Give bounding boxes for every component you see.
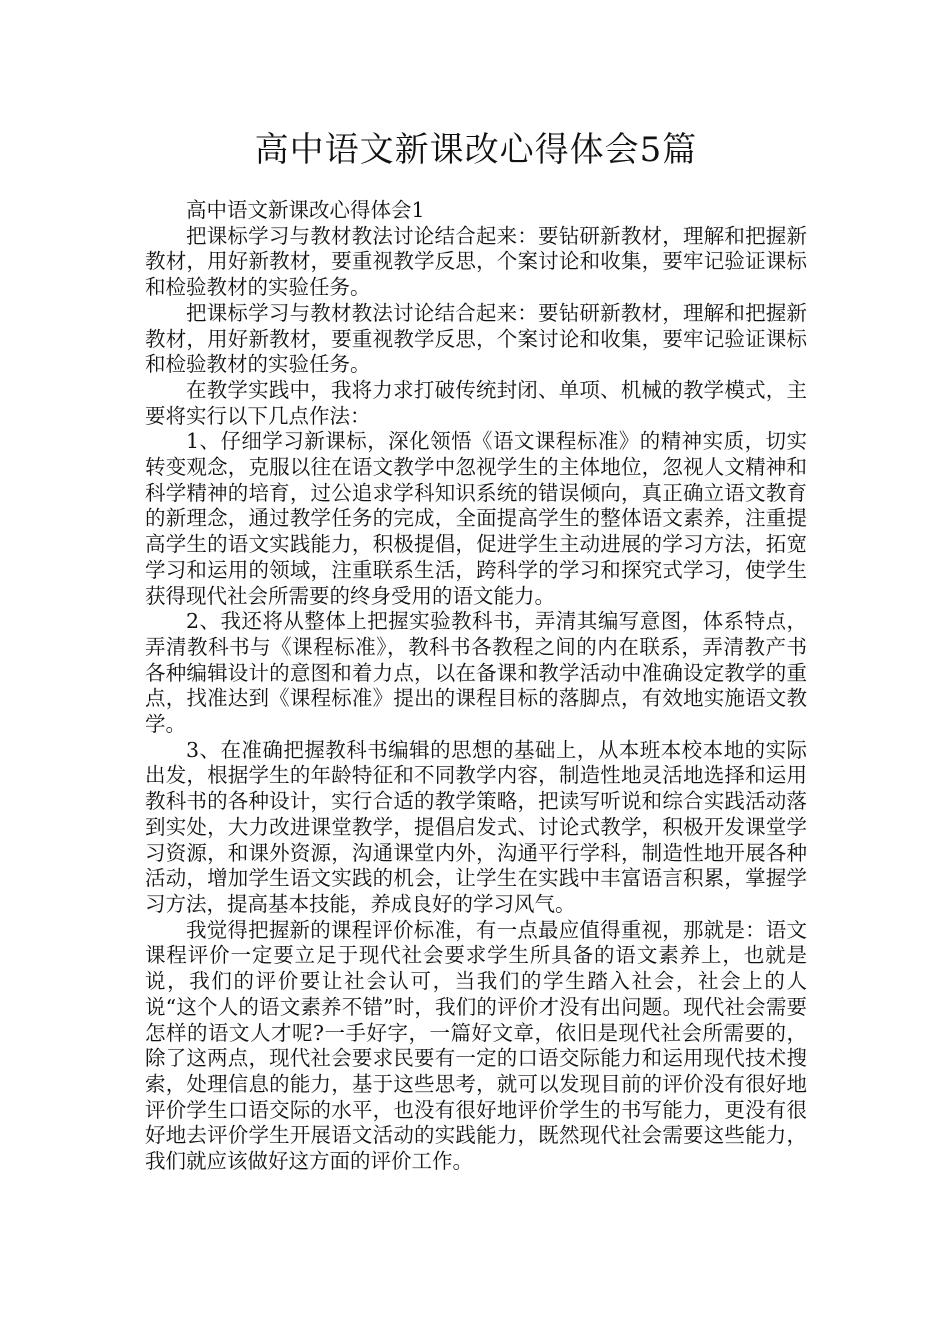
paragraph-3: 在教学实践中，我将力求打破传统封闭、单项、机械的教学模式，主要将实行以下几点作法： <box>145 377 807 428</box>
paragraph-7: 我觉得把握新的课程评价标准，有一点最应值得重视，那就是：语文课程评价一定要立足于现代社会要求学生所具备的语文素养上，也就是说，我们的评价要让社会认可，当我们的学生踏入社会，社会上的人说“这个人的语文素养不错”时，我们的评价才没有出问题。现代社会需要怎样的语文人才呢?一手好字，一篇好文章，依旧是现代社会所需要的，除了这两点，现代社会要求民要有一定的口语交际能力和运用现代技术搜索，处理信息的能力，基于这些思考，就可以发现目前的评价没有很好地评价学生口语交际的水平，也没有很好地评价学生的书写能力，更没有很好地去评价学生开展语文活动的实践能力，既然现代社会需要这些能力，我们就应该做好这方面的评价工作。 <box>145 917 807 1174</box>
paragraph-2: 把课标学习与教材教法讨论结合起来：要钻研新教材，理解和把握新教材，用好新教材，要重视教学反思，个案讨论和收集，要牢记验证课标和检验教材的实验任务。 <box>145 300 807 377</box>
paragraph-1: 把课标学习与教材教法讨论结合起来：要钻研新教材，理解和把握新教材，用好新教材，要重视教学反思，个案讨论和收集，要牢记验证课标和检验教材的实验任务。 <box>145 223 807 300</box>
paragraph-5: 2、我还将从整体上把握实验教科书，弄清其编写意图，体系特点，弄清教科书与《课程标准》，教科书各教程之间的内在联系，弄清教产书各种编辑设计的意图和着力点，以在备课和教学活动中准确设定教学的重点，找准达到《课程标准》提出的课程目标的落脚点，有效地实施语文教学。 <box>145 609 807 737</box>
document-title: 高中语文新课改心得体会5篇 <box>254 130 698 170</box>
paragraph-6: 3、在准确把握教科书编辑的思想的基础上，从本班本校本地的实际出发，根据学生的年龄特征和不同教学内容，制造性地灵活地选择和运用教科书的各种设计，实行合适的教学策略，把读写听说和综合实践活动落到实处，大力改进课堂教学，提倡启发式、讨论式教学，积极开发课堂学习资源，和课外资源，沟通课堂内外，沟通平行学科，制造性地开展各种活动，增加学生语文实践的机会，让学生在实践中丰富语言积累，掌握学习方法，提高基本技能，养成良好的学习风气。 <box>145 737 807 916</box>
section-heading: 高中语文新课改心得体会1 <box>186 198 425 222</box>
document-page <box>145 126 807 1175</box>
paragraph-4: 1、仔细学习新课标，深化领悟《语文课程标准》的精神实质，切实转变观念，克服以往在语文教学中忽视学生的主体地位，忽视人文精神和科学精神的培育，过公追求学科知识系统的错误倾向，真正确立语文教育的新理念，通过教学任务的完成，全面提高学生的整体语文素养，注重提高学生的语文实践能力，积极提倡，促进学生主动进展的学习方法，拓宽学习和运用的领域，注重联系生活，跨科学的学习和探究式学习，使学生获得现代社会所需要的终身受用的语文能力。 <box>145 429 807 608</box>
